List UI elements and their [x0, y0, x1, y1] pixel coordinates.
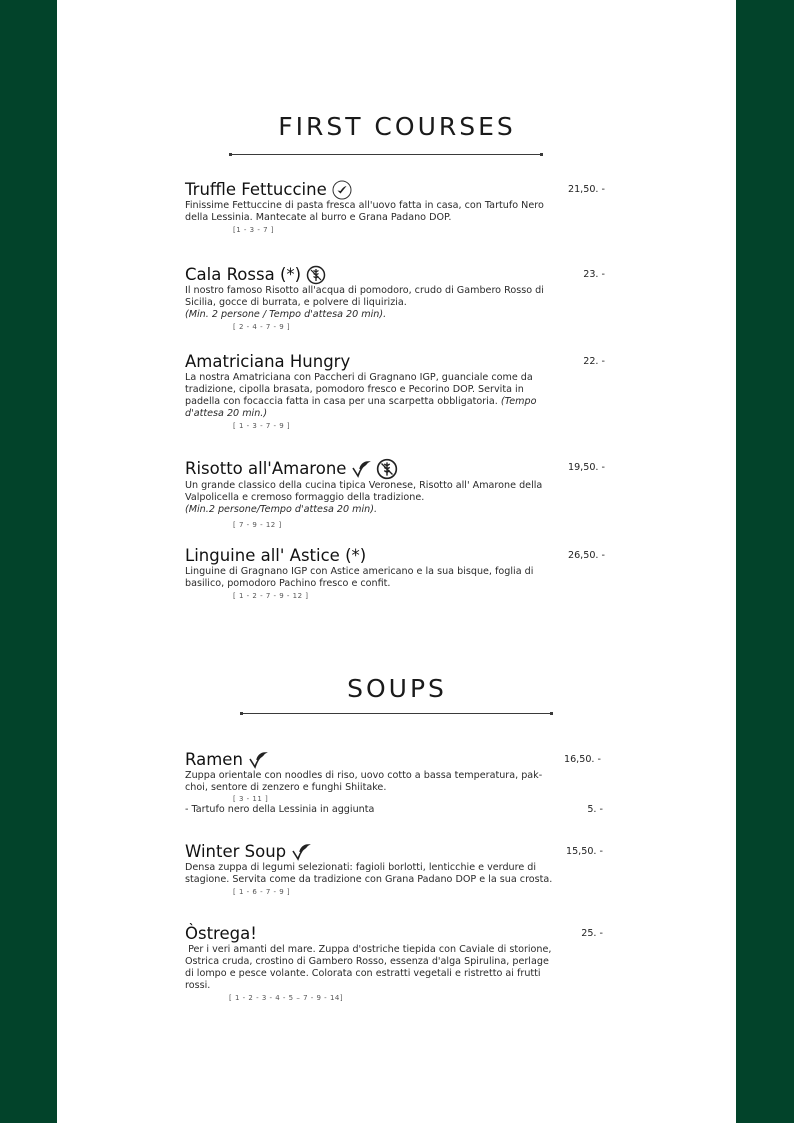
- addon-label: - Tartufo nero della Lessinia in aggiunta: [185, 804, 375, 815]
- item-allergens: [ 1 - 2 - 3 - 4 - 5 – 7 - 9 - 14]: [229, 994, 344, 1002]
- item-allergens: [ 1 - 3 - 7 - 9 ]: [233, 422, 291, 430]
- item-name: Amatriciana Hungry: [185, 352, 351, 371]
- gluten-free-icon: [376, 458, 398, 480]
- item-note: (Min.2 persone/Tempo d'attesa 20 min).: [185, 504, 378, 515]
- item-note: (Min. 2 persone / Tempo d'attesa 20 min).: [185, 309, 387, 320]
- item-name: Cala Rossa (*): [185, 265, 302, 284]
- item-price: 25. -: [581, 928, 603, 939]
- right-green-band: [736, 0, 794, 1123]
- item-allergens: [ 3 - 11 ]: [233, 795, 269, 803]
- item-description: Zuppa orientale con noodles di riso, uovo cotto a bassa temperatura, pak-choi, sentore di zenzero e funghi Shiitake.: [185, 770, 543, 793]
- item-name: Risotto all'Amarone: [185, 459, 347, 478]
- item-description: Linguine di Gragnano IGP con Astice americano e la sua bisque, foglia di basilico, pomodoro Pachino fresco e confit.: [185, 566, 534, 589]
- item-name: Ramen: [185, 750, 243, 769]
- addon-price: 5. -: [587, 804, 603, 815]
- section-divider: [240, 713, 553, 714]
- item-description: Per i veri amanti del mare. Zuppa d'ostriche tiepida con Caviale di storione, Ostrica cruda, crostino di Gambero Rosso, essenza d'alga Spirulina, perlage di lompo e pesce volante. Colorata con estratti vegetali e ristretto ai frutti rossi.: [185, 944, 555, 991]
- item-description: La nostra Amatriciana con Paccheri di Gragnano IGP, guanciale come da tradizione, cipolla brasata, pomodoro fresco e Pecorino DOP. Servita in padella con focaccia fatta in casa per una scarpetta obbligatoria.: [185, 372, 533, 407]
- menu-item: [185, 750, 601, 804]
- menu-item: [185, 842, 603, 898]
- item-price: 26,50. -: [567, 550, 605, 561]
- item-price: 21,50. -: [567, 184, 605, 195]
- item-allergens: [ 2 - 4 - 7 - 9 ]: [233, 323, 291, 331]
- item-description: Un grande classico della cucina tipica Veronese, Risotto all' Amarone della Valpolicella e cremoso formaggio della tradizione.: [185, 480, 543, 503]
- item-allergens: [1 - 3 - 7 ]: [233, 226, 274, 234]
- item-allergens: [ 1 - 6 - 7 - 9 ]: [233, 888, 291, 896]
- vegan-leaf-icon: [351, 459, 371, 479]
- item-description: Densa zuppa di legumi selezionati: fagioli borlotti, lenticchie e verdure di stagione. Servita come da tradizione con Grana Padano DOP e la sua crosta.: [185, 862, 553, 885]
- item-name: Winter Soup: [185, 842, 287, 861]
- section-title-soups: SOUPS: [347, 674, 447, 703]
- menu-item: [185, 352, 605, 432]
- item-price: 23. -: [583, 269, 605, 280]
- vegetarian-icon: [332, 180, 352, 200]
- menu-item: [185, 265, 605, 333]
- item-description: Il nostro famoso Risotto all'acqua di pomodoro, crudo di Gambero Rosso di Sicilia, gocce di burrata, e polvere di liquirizia.: [185, 285, 544, 308]
- menu-item: [185, 546, 605, 602]
- item-price: 15,50. -: [565, 846, 603, 857]
- item-allergens: [ 1 - 2 - 7 - 9 - 12 ]: [233, 592, 309, 600]
- menu-item: [185, 180, 605, 236]
- left-green-band: [0, 0, 57, 1123]
- gluten-free-icon: [306, 265, 326, 285]
- item-name: Òstrega!: [185, 924, 257, 943]
- item-price: 19,50. -: [567, 462, 605, 473]
- item-price: 16,50. -: [563, 754, 601, 765]
- menu-item: [185, 924, 603, 1004]
- vegan-leaf-icon: [248, 750, 268, 770]
- vegan-leaf-icon: [291, 842, 311, 862]
- item-allergens: [ 7 - 9 - 12 ]: [233, 521, 282, 529]
- item-note: (Tempo d'attesa 20 min.): [185, 396, 537, 419]
- menu-item-addon: [185, 804, 603, 815]
- section-title-first-courses: FIRST COURSES: [278, 112, 516, 141]
- item-name: Truffle Fettuccine: [185, 180, 327, 199]
- item-name: Linguine all' Astice (*): [185, 546, 367, 565]
- item-price: 22. -: [583, 356, 605, 367]
- menu-item: [185, 458, 605, 531]
- section-divider: [229, 154, 543, 155]
- item-description: Finissime Fettuccine di pasta fresca all'uovo fatta in casa, con Tartufo Nero della Lessinia. Mantecate al burro e Grana Padano DOP.: [185, 200, 544, 223]
